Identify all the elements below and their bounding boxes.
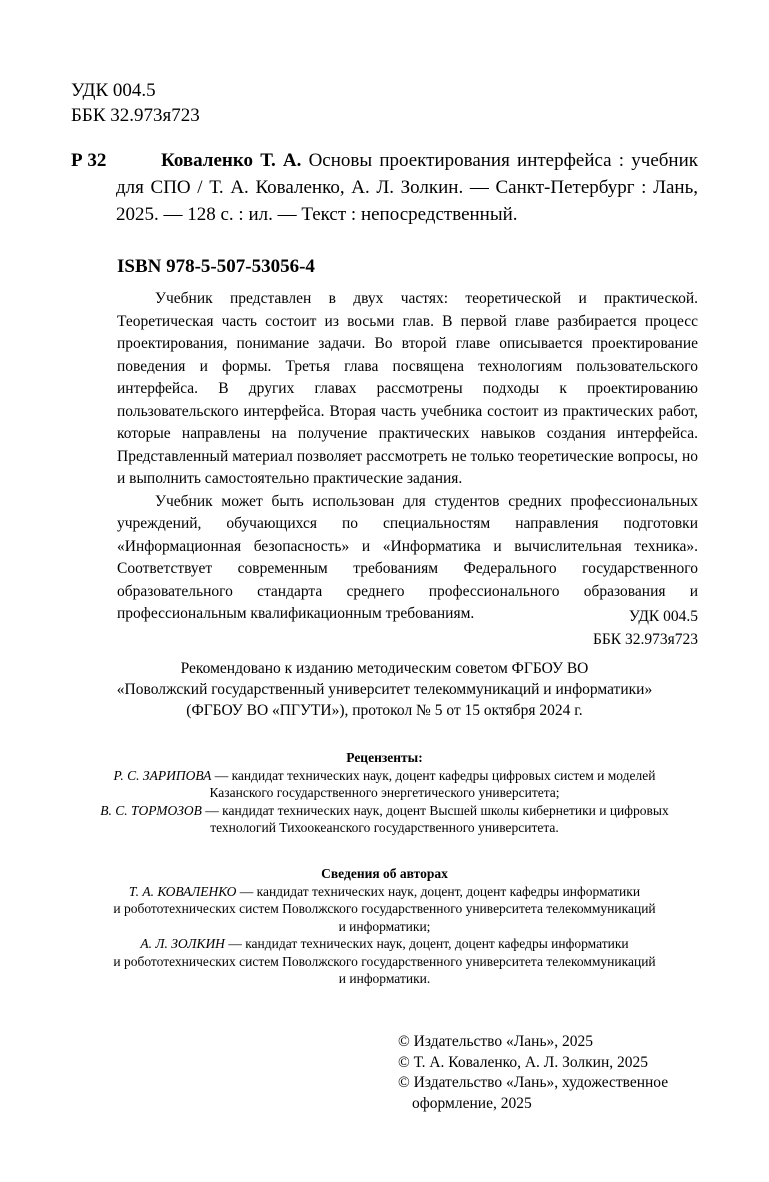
record-description: Основы проектирования интерфейса : учебник для СПО / Т. А. Коваленко, А. Л. Золкин. — Санкт-Петербург : Лань, 2025. — 128 с. : ил. — Текст : непосредственный. [116,150,698,225]
author-mark: Р 32 [71,150,107,171]
copyright-line: оформление, 2025 [412,1094,532,1112]
bbk-code: ББК 32.973я723 [71,105,200,126]
copyright-line: © Издательство «Лань», 2025 [398,1033,594,1050]
reviewer-info: — кандидат технических наук, доцент кафедры цифровых систем и моделей [211,767,656,783]
reviewers-section [71,749,698,837]
author-entry [71,935,698,953]
record-author: Коваленко Т. А. [161,150,302,171]
recommendation-line: (ФГБОУ ВО «ПГУТИ»), протокол № 5 от 15 октября 2024 г. [186,702,583,719]
reviewer-name: Р. С. ЗАРИПОВА [113,767,212,783]
copyright-line: © Т. А. Коваленко, А. Л. Золкин, 2025 [398,1053,648,1071]
recommendation-line: «Поволжский государственный университет телекоммуникаций и информатики» [116,681,653,698]
author-info: — кандидат технических наук, доцент, доцент кафедры информатики [224,936,629,951]
reviewer-name: В. С. ТОРМОЗОВ [100,802,202,818]
udk-code: УДК 004.5 [71,80,156,101]
author-entry [71,883,698,901]
recommendation-line: Рекомендовано к изданию методическим советом ФГБОУ ВО [180,660,589,677]
authors-heading: Сведения об авторах [321,866,448,881]
authors-section [71,865,698,988]
isbn: ISBN 978-5-507-53056-4 [117,256,315,277]
author-affiliation-end: и информатики. [338,971,431,986]
bibliographic-record [71,147,698,228]
copyright-block [398,1032,668,1114]
author-name: Т. А. КОВАЛЕНКО [128,883,237,899]
author-affiliation-end: и информатики; [338,918,431,934]
author-affiliation: и робототехнических систем Поволжского государственного университета телекоммуникаций [113,953,656,969]
reviewer-affiliation: Казанского государственного энергетического университета; [209,785,560,800]
bibliographic-description [71,147,698,228]
author-info: — кандидат технических наук, доцент, доцент кафедры информатики [236,883,641,899]
copyright-line: © Издательство «Лань», художественное [398,1074,669,1091]
reviewer-affiliation: технологий Тихоокеанского государственного университета. [210,820,559,835]
udk-code: УДК 004.5 [628,608,698,625]
reviewer-info: — кандидат технических наук, доцент Высшей школы кибернетики и цифровых [201,802,669,818]
bbk-code: ББК 32.973я723 [592,630,698,648]
reviewer-entry [71,802,698,820]
author-name: А. Л. ЗОЛКИН [140,936,225,951]
classification-codes-bottom [593,606,698,651]
annotation-paragraph: Учебник представлен в двух частях: теоретической и практической. Теоретическая часть состоит из восьми глав. В первой главе разбирается процесс проектирования, понимание задачи. Во второй главе описывается проектирование поведения и формы. Третья глава посвящена технологиям пользовательского интерфейса. В других главах рассмотрены подходы к проектированию пользовательского интерфейса. Вторая часть учебника состоит из практических работ, которые направлены на получение практических навыков создания интерфейса. Представленный материал позволяет рассмотреть не только теоретические вопросы, но и выполнить самостоятельно практические задания. [117,290,698,487]
reviewer-entry [71,767,698,785]
annotation-paragraph: Учебник может быть использован для студентов средних профессиональных учреждений, обучающихся по специальностям направления подготовки «Информационная безопасность» и «Информатика и вычислительная техника». Соответствует современным требованиям Федерального государственного образовательного стандарта среднего профессионального образования и профессиональным квалификационным требованиям. [117,492,698,622]
reviewers-heading: Рецензенты: [346,750,423,765]
classification-codes-top [71,78,200,128]
recommendation-note [71,658,698,721]
annotation [117,288,698,626]
author-affiliation: и робототехнических систем Поволжского государственного университета телекоммуникаций [113,901,656,916]
